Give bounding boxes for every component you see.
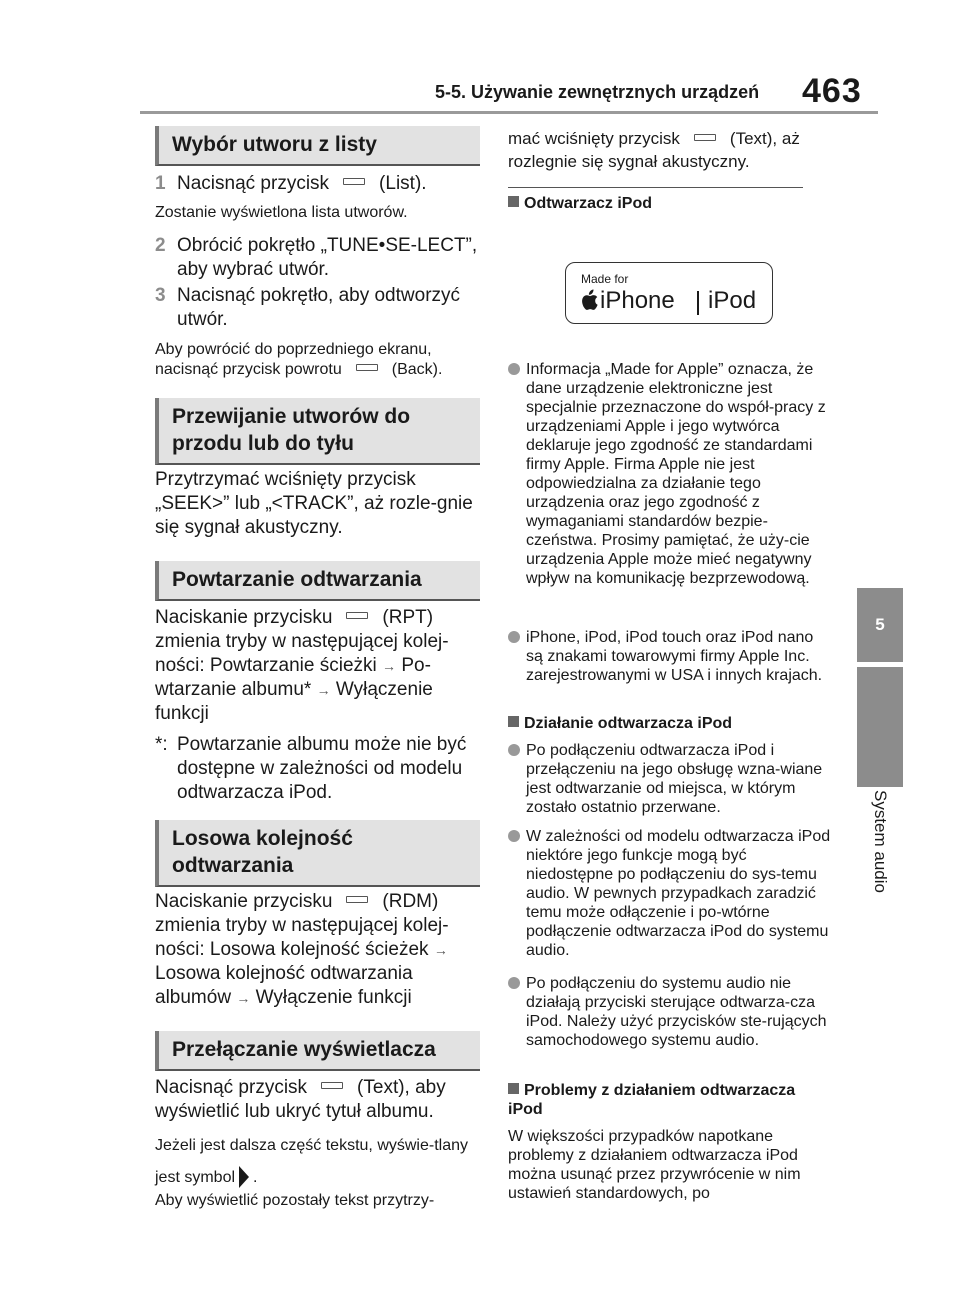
section-heading-repeat: Powtarzanie odtwarzania [155,561,480,601]
subheading-text: Działanie odtwarzacza iPod [524,715,733,732]
note-text: . [253,1169,258,1186]
step-text: Nacisnąć przycisk [177,173,330,194]
step-3 [155,284,480,332]
text: (RDM) zmienia tryby w następującej kolej-ności: Losowa kolejność ścieżek [155,891,449,960]
note-text: Jeżeli jest dalsza część tekstu, wyświe-tlany jest symbol [155,1137,468,1186]
text: Naciskanie przycisku [155,607,333,628]
bullet-dot-icon [508,363,520,375]
arrow-right-icon: → [382,658,397,674]
square-bullet-icon [508,196,519,207]
note-text: (Back). [391,361,443,378]
step-2 [155,234,480,282]
paragraph [155,890,480,1010]
chapter-tab [857,588,903,662]
note: Aby wyświetlić pozostały tekst przytrzy- [155,1192,435,1209]
section-header-title: 5-5. Używanie zewnętrznych urządzeń [435,82,760,102]
step-number: 3 [155,285,166,306]
text: Losowa kolejność odtwarzania albumów [155,963,413,1008]
more-text-symbol-icon [239,1166,249,1188]
bullet-text: Po podłączeniu do systemu audio nie działają przyciski sterujące odtwarza-cza iPod. Należy użyć przycisków ste-rujących samochodowego systemu audio. [526,975,827,1049]
back-button-icon [356,364,378,371]
footnote-text: Powtarzanie albumu może nie być dostępne w zależności od modelu odtwarzacza iPod. [177,734,467,803]
text: mać wciśnięty przycisk [508,129,680,148]
bullet-dot-icon [508,631,520,643]
chapter-number: 5 [875,615,885,634]
note [155,1130,480,1194]
note [155,340,480,380]
subheading-ipod-operation [508,714,832,733]
note: Zostanie wyświetlona lista utworów. [155,204,408,221]
list-button-icon [343,178,365,185]
bullet-dot-icon [508,977,520,989]
subheading-ipod-problems [508,1081,832,1119]
rdm-button-icon [346,896,368,903]
arrow-right-icon: → [433,942,448,958]
text-button-icon [694,134,716,141]
page-number: 463 [802,72,862,110]
paragraph [155,1076,480,1124]
logo-made-for: Made for [581,272,629,286]
text: Po-wtarzanie albumu* [155,655,431,700]
section-heading-seek: Przewijanie utworów do przodu lub do tyłu [155,398,480,465]
step-number: 2 [155,235,166,256]
paragraph: W większości przypadków napotkane problemy z działaniem odtwarzacza iPod można usunąć przez przywrócenie w nim ustawień standardowych, po [508,1128,801,1202]
step-text: (List). [379,173,427,194]
text: (Text), aż rozlegnie się sygnał akustyczny. [508,129,800,171]
chapter-tab-bar [857,667,903,787]
footnote [155,733,480,805]
note-text: Aby powrócić do poprzedniego ekranu, nacisnąć przycisk powrotu [155,341,432,378]
text: Wyłączenie funkcji [255,987,412,1008]
arrow-right-icon: → [236,990,251,1006]
text: Nacisnąć przycisk [155,1077,308,1098]
square-bullet-icon [508,716,519,727]
subheading-text: Odtwarzacz iPod [524,195,653,212]
bullet-item [508,628,832,685]
bullet-item [508,827,832,960]
square-bullet-icon [508,1083,519,1094]
paragraph: Przytrzymać wciśnięty przycisk „SEEK>” lub „<TRACK”, aż rozle-gnie się sygnał akustyczny. [155,469,473,538]
made-for-iphone-ipod-logo [565,262,773,324]
step-1 [155,172,480,196]
chapter-label [860,790,900,950]
step-text: Obrócić pokrętło „TUNE•SE-LECT”, aby wybrać utwór. [177,235,478,280]
header-rule [140,111,878,114]
section-heading-shuffle: Losowa kolejność odtwarzania [155,820,480,887]
text: (Text), aby wyświetlić lub ukryć tytuł albumu. [155,1077,446,1122]
text-button-icon [321,1082,343,1089]
text: Wyłączenie funkcji [155,679,433,724]
logo-iphone: iPhone [600,287,675,314]
chapter-title: System audio [871,790,890,893]
bullet-text: W zależności od modelu odtwarzacza iPod niektóre jego funkcje mogą być niedostępne po podłączeniu do sys-temu audio. W pewnych przypadkach zaradzić temu może odłączenie i po-wtórne podłączenie odtwarzacza iPod do systemu audio. [526,828,831,959]
subheading-text: Problemy z działaniem odtwarzacza iPod [508,1082,796,1118]
arrow-right-icon: → [316,682,331,698]
bullet-item [508,360,832,588]
text: (RPT) zmienia tryby w następującej kolej-ności: Powtarzanie ścieżki [155,607,449,676]
bullet-dot-icon [508,744,520,756]
step-number: 1 [155,173,166,194]
footnote-mark: *: [155,734,168,755]
bullet-item [508,974,832,1050]
logo-separator [697,291,699,315]
bullet-text: Informacja „Made for Apple” oznacza, że dane urządzenie elektroniczne jest specjalnie przeznaczone do współ-pracy z urządzeniami Apple i jego wytwórca deklaruje jego zgodność ze standardami firmy Apple. Firma Apple nie jest odpowiedzialna za działanie tego urządzenia oraz jego zgodność z wymaganiami standardów bezpie-czeństwa. Prosimy pamiętać, że uży-cie urządzenia Apple może mieć negatywny wpływ na komunikację bezprzewodową. [526,361,826,587]
paragraph [508,127,832,173]
bullet-item [508,741,832,817]
bullet-text: Po podłączeniu odtwarzacza iPod i przełączeniu na jego obsługę wzna-wiane jest odtwarzanie od miejsca, w którym zostało ostatnio przerwane. [526,742,823,816]
divider [508,187,803,188]
logo-ipod: iPod [708,287,757,314]
step-text: Nacisnąć pokrętło, aby odtworzyć utwór. [177,285,461,330]
paragraph [155,606,480,726]
rpt-button-icon [346,612,368,619]
bullet-dot-icon [508,830,520,842]
apple-logo-icon [580,289,598,311]
section-heading-track-list: Wybór utworu z listy [155,126,480,166]
text: Naciskanie przycisku [155,891,333,912]
bullet-text: iPhone, iPod, iPod touch oraz iPod nano są znakami towarowymi firmy Apple Inc. zarejestrowanymi w USA i innych krajach. [526,629,823,684]
subheading-ipod-player [508,194,832,213]
section-heading-display: Przełączanie wyświetlacza [155,1031,480,1071]
